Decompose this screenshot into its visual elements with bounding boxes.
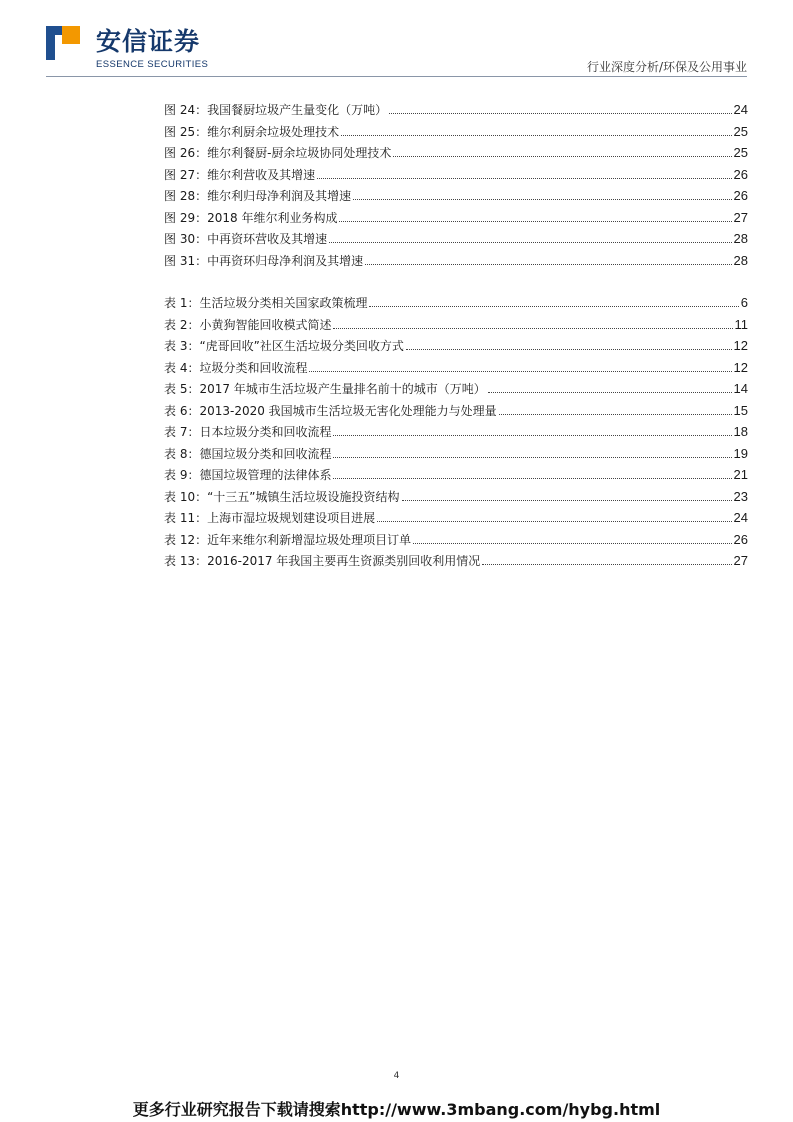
page-header — [0, 0, 793, 80]
toc-page-number: 24 — [733, 510, 748, 525]
toc-page-number: 15 — [733, 402, 748, 418]
dotted-leader — [333, 457, 731, 458]
dotted-leader — [365, 264, 731, 265]
toc-page-number: 18 — [733, 424, 748, 439]
company-name-cn: 安信证券 — [96, 27, 201, 56]
page-number: 4 — [393, 1071, 400, 1081]
dotted-leader — [333, 478, 731, 479]
dotted-leader — [353, 199, 731, 200]
toc-entry-figure[interactable] — [164, 207, 748, 229]
dotted-leader — [333, 328, 732, 329]
toc-page-number: 28 — [733, 231, 748, 246]
toc-entry-table[interactable] — [164, 357, 748, 379]
table-of-contents — [164, 99, 748, 572]
toc-label: 图 25：维尔利厨余垃圾处理技术 — [164, 124, 340, 139]
toc-entry-table[interactable] — [164, 486, 748, 508]
toc-label: 表 6：2013-2020 我国城市生活垃圾无害化处理能力与处理量 — [164, 403, 497, 418]
toc-label: 表 9：德国垃圾管理的法律体系 — [164, 468, 332, 482]
toc-label: 表 5：2017 年城市生活垃圾产生量排名前十的城市（万吨） — [164, 382, 486, 396]
toc-page-number: 11 — [734, 316, 748, 332]
toc-page-number: 19 — [733, 445, 748, 461]
toc-page-number: 12 — [733, 359, 748, 375]
essence-logo-icon — [46, 26, 80, 60]
toc-label: 图 26：维尔利餐厨-厨余垃圾协同处理技术 — [164, 146, 392, 160]
toc-page-number: 26 — [733, 166, 748, 182]
toc-entry-table[interactable] — [164, 378, 748, 400]
footer-promo-link[interactable]: 更多行业研究报告下载请搜索http://www.3mbang.com/hybg.html — [132, 1100, 661, 1119]
toc-entry-table[interactable] — [164, 529, 748, 551]
toc-page-number: 14 — [733, 381, 748, 396]
toc-page-number: 28 — [733, 252, 748, 268]
toc-label: 图 24：我国餐厨垃圾产生量变化（万吨） — [164, 103, 388, 117]
header-divider — [46, 76, 747, 77]
dotted-leader — [406, 349, 732, 350]
toc-label: 表 10：“十三五”城镇生活垃圾设施投资结构 — [164, 489, 400, 504]
toc-entry-figure[interactable] — [164, 185, 748, 207]
toc-entry-table[interactable] — [164, 443, 748, 465]
toc-label: 表 8：德国垃圾分类和回收流程 — [164, 446, 332, 461]
toc-entry-table[interactable] — [164, 550, 748, 572]
toc-label: 表 13：2016-2017 年我国主要再生资源类别回收利用情况 — [164, 554, 481, 568]
toc-label: 表 3：“虎哥回收”社区生活垃圾分类回收方式 — [164, 339, 404, 353]
dotted-leader — [499, 414, 732, 415]
dotted-leader — [333, 435, 731, 436]
dotted-leader — [369, 306, 738, 307]
toc-page-number: 25 — [733, 123, 748, 139]
dotted-leader — [317, 178, 731, 179]
toc-label: 表 11：上海市湿垃圾规划建设项目进展 — [164, 511, 376, 525]
toc-entry-table[interactable] — [164, 421, 748, 443]
dotted-leader — [341, 135, 731, 136]
toc-entry-table[interactable] — [164, 335, 748, 357]
toc-label: 表 7：日本垃圾分类和回收流程 — [164, 425, 332, 439]
toc-label: 图 31：中再资环归母净利润及其增速 — [164, 253, 364, 268]
toc-entry-figure[interactable] — [164, 142, 748, 164]
toc-page-number: 26 — [733, 188, 748, 203]
company-name-en: ESSENCE SECURITIES — [96, 59, 209, 70]
toc-page-number: 6 — [740, 295, 748, 310]
toc-label: 图 29：2018 年维尔利业务构成 — [164, 210, 338, 225]
toc-label: 表 2：小黄狗智能回收模式简述 — [164, 317, 332, 332]
dotted-leader — [339, 221, 731, 222]
dotted-leader — [329, 242, 731, 243]
toc-entry-table[interactable] — [164, 400, 748, 422]
dotted-leader — [488, 392, 732, 393]
table-list — [164, 292, 748, 572]
toc-page-number: 26 — [733, 531, 748, 547]
toc-page-number: 12 — [733, 338, 748, 353]
toc-entry-figure[interactable] — [164, 99, 748, 121]
toc-label: 图 30：中再资环营收及其增速 — [164, 232, 328, 246]
report-category: 行业深度分析/环保及公用事业 — [586, 60, 747, 74]
toc-page-number: 24 — [733, 102, 748, 117]
dotted-leader — [377, 521, 731, 522]
dotted-leader — [389, 113, 731, 114]
toc-entry-figure[interactable] — [164, 228, 748, 250]
toc-label: 表 4：垃圾分类和回收流程 — [164, 360, 308, 375]
toc-entry-table[interactable] — [164, 464, 748, 486]
dotted-leader — [393, 156, 731, 157]
toc-entry-table[interactable] — [164, 507, 748, 529]
dotted-leader — [413, 543, 731, 544]
dotted-leader — [402, 500, 732, 501]
toc-entry-figure[interactable] — [164, 121, 748, 143]
toc-label: 表 1：生活垃圾分类相关国家政策梳理 — [164, 296, 368, 310]
toc-label: 图 27：维尔利营收及其增速 — [164, 167, 316, 182]
figure-list — [164, 99, 748, 271]
toc-entry-table[interactable] — [164, 314, 748, 336]
dotted-leader — [482, 564, 731, 565]
toc-entry-figure[interactable] — [164, 164, 748, 186]
toc-label: 图 28：维尔利归母净利润及其增速 — [164, 189, 352, 203]
dotted-leader — [309, 371, 731, 372]
toc-page-number: 21 — [733, 467, 748, 482]
toc-page-number: 25 — [733, 145, 748, 160]
toc-page-number: 27 — [733, 209, 748, 225]
toc-label: 表 12：近年来维尔利新增湿垃圾处理项目订单 — [164, 532, 412, 547]
toc-entry-table[interactable] — [164, 292, 748, 314]
toc-entry-figure[interactable] — [164, 250, 748, 272]
toc-page-number: 27 — [733, 553, 748, 568]
toc-page-number: 23 — [733, 488, 748, 504]
